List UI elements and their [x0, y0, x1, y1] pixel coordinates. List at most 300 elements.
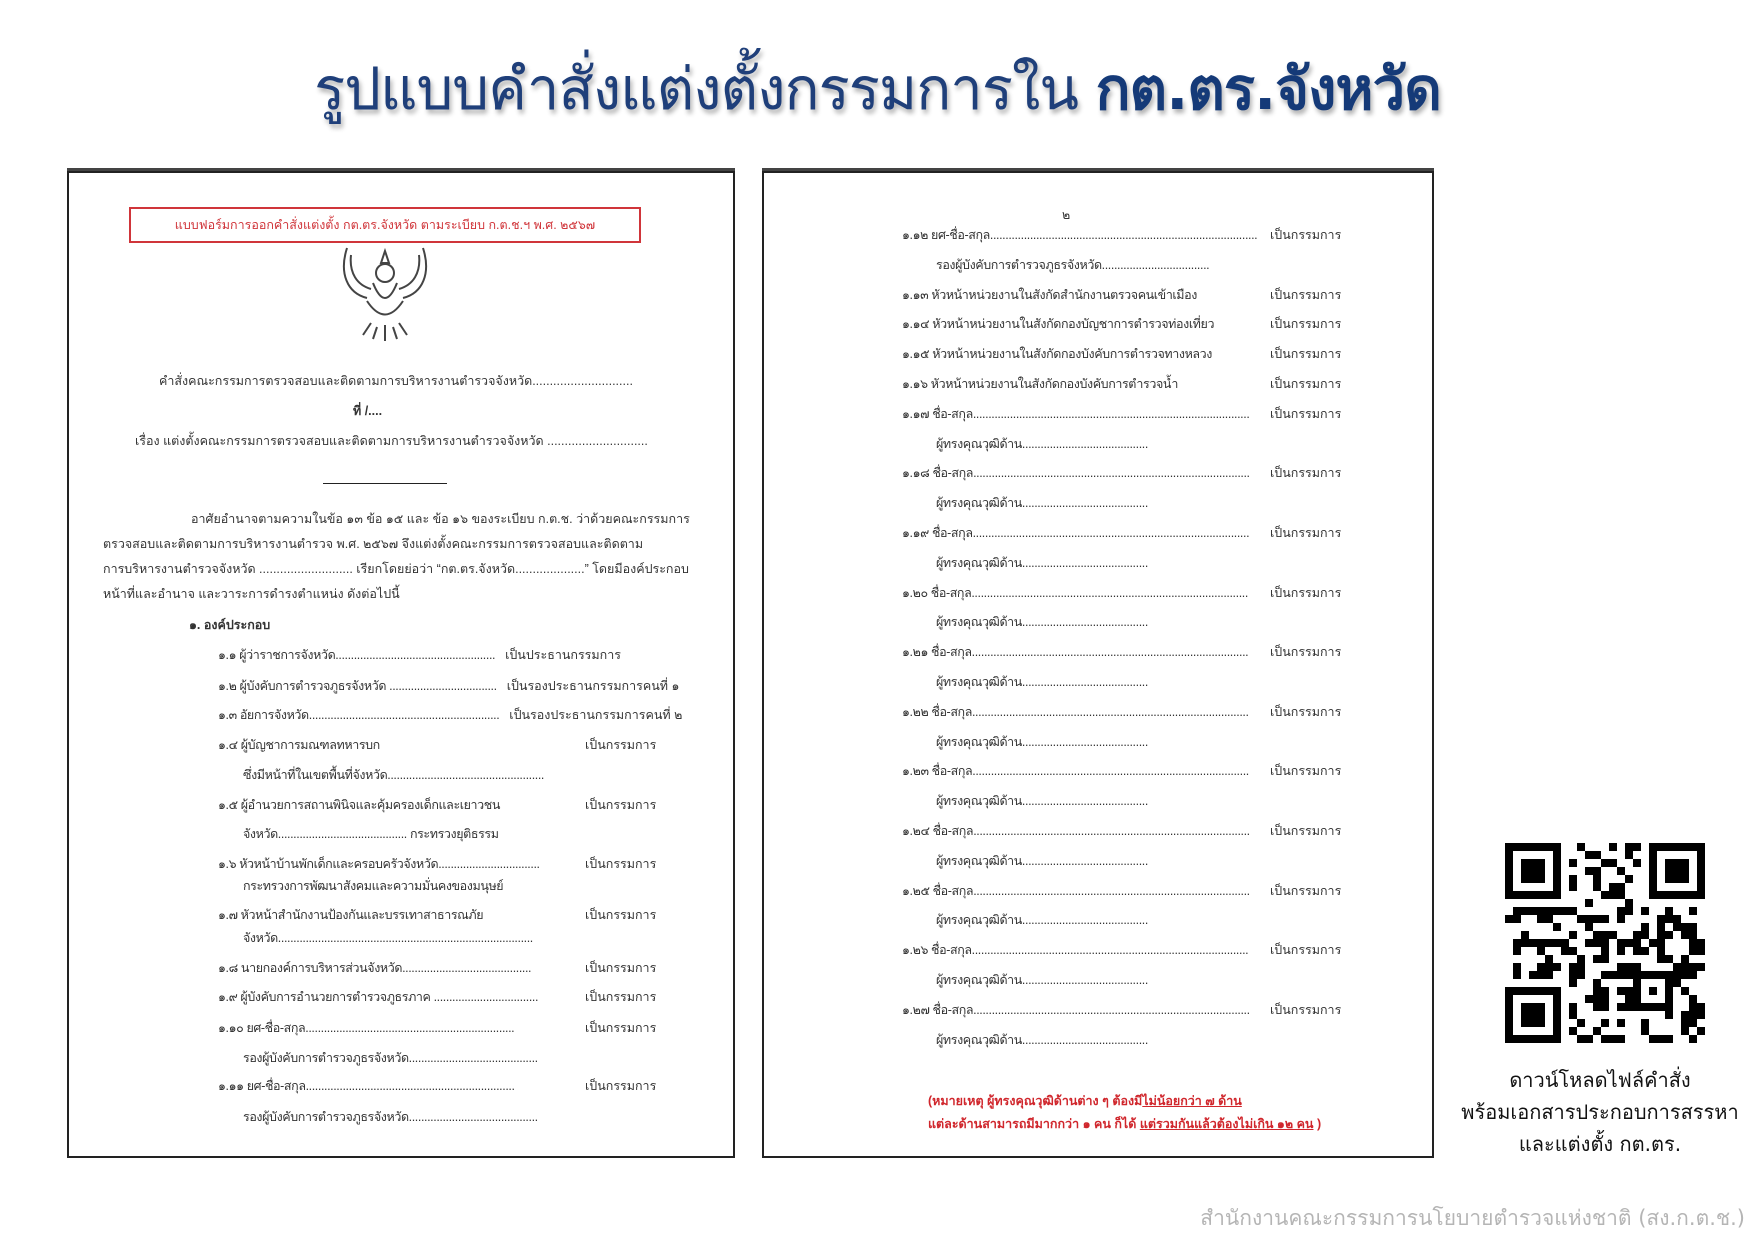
qr-module	[1561, 907, 1569, 915]
qr-module	[1593, 883, 1601, 891]
qr-module	[1513, 971, 1521, 979]
order-subject: เรื่อง แต่งตั้งคณะกรรมการตรวจสอบและติดตามการบริหารงานตำรวจจังหวัด .............................	[135, 434, 648, 448]
member-row	[902, 642, 1341, 662]
qr-module	[1521, 907, 1529, 915]
qr-module	[1657, 1035, 1665, 1043]
row-continuation	[936, 493, 1148, 513]
note-text: )	[1313, 1117, 1322, 1131]
qr-module	[1633, 931, 1641, 939]
qr-module	[1625, 843, 1633, 851]
order-number: ที่ /....	[353, 404, 383, 418]
row-continuation	[936, 1030, 1148, 1050]
qr-module	[1537, 947, 1545, 955]
qr-module	[1697, 963, 1705, 971]
qr-module	[1569, 979, 1577, 987]
qr-module	[1617, 971, 1625, 979]
qr-module	[1601, 1035, 1609, 1043]
member-row-text: ๑.๑๑ ยศ-ชื่อ-สกุล....................................................................	[218, 1079, 515, 1093]
qr-module	[1545, 907, 1553, 915]
qr-module	[1625, 995, 1633, 1003]
qr-module	[1593, 955, 1601, 963]
member-row-text: ๑.๒๖ ชื่อ-สกุล..........................................................................................	[902, 943, 1249, 957]
qr-module	[1665, 859, 1689, 883]
qr-module	[1513, 915, 1521, 923]
member-row	[902, 523, 1341, 543]
qr-module	[1513, 947, 1521, 955]
qr-module	[1625, 1003, 1633, 1011]
qr-module	[1625, 987, 1633, 995]
qr-module	[1561, 939, 1569, 947]
divider	[323, 483, 447, 484]
qr-module	[1617, 867, 1625, 875]
qr-module	[1545, 939, 1553, 947]
qr-module	[1697, 947, 1705, 955]
qr-module	[1697, 1027, 1705, 1035]
member-row-text: ๑.๘ นายกองค์การบริหารส่วนจังหวัด..........................................	[218, 961, 532, 975]
member-role: เป็นกรรมการ	[585, 798, 657, 812]
member-row-text: ๑.๒๗ ชื่อ-สกุล..........................................................................................	[902, 1003, 1250, 1017]
qr-module	[1521, 931, 1529, 939]
row-continuation	[936, 434, 1148, 454]
qr-module	[1625, 907, 1633, 915]
qr-module	[1673, 979, 1681, 987]
row-continuation	[243, 928, 533, 948]
note-underlined: แต่รวมกันแล้วต้องไม่เกิน ๑๒ คน	[1139, 1117, 1314, 1131]
page-title	[0, 42, 1755, 135]
qr-module	[1569, 971, 1577, 979]
member-row-text: ๑.๒๑ ชื่อ-สกุล..........................................................................................	[902, 645, 1249, 659]
row-continuation	[243, 824, 499, 844]
member-role: เป็นกรรมการ	[585, 908, 657, 922]
qr-code-icon[interactable]	[1505, 843, 1705, 1043]
qr-module	[1513, 963, 1521, 971]
qr-module	[1585, 867, 1593, 875]
qr-module	[1601, 987, 1609, 995]
row-continuation	[243, 1048, 538, 1068]
qr-module	[1569, 883, 1577, 891]
qr-module	[1601, 947, 1609, 955]
qr-module	[1569, 859, 1577, 867]
qr-module	[1553, 907, 1561, 915]
row-continuation	[243, 1107, 538, 1127]
row-continuation-text: ผู้ทรงคุณวุฒิด้าน.........................................	[936, 437, 1148, 451]
row-continuation	[936, 732, 1148, 752]
qr-module	[1577, 915, 1585, 923]
qr-module	[1617, 1003, 1625, 1011]
row-continuation	[936, 672, 1148, 692]
qr-module	[1689, 939, 1697, 947]
member-row-text: ๑.๒๔ ชื่อ-สกุล..........................................................................................	[902, 824, 1250, 838]
member-row-text: ๑.๑๙ ชื่อ-สกุล..........................................................................................	[902, 526, 1250, 540]
member-row-text: ๑.๑๕ หัวหน้าหน่วยงานในสังกัดกองบังคับการตำรวจทางหลวง	[902, 347, 1212, 361]
qr-module	[1537, 971, 1545, 979]
member-row-text: ๑.๑๘ ชื่อ-สกุล..........................................................................................	[902, 466, 1250, 480]
qr-module	[1689, 923, 1697, 931]
qr-module	[1521, 859, 1545, 883]
member-row-text: ๑.๑๐ ยศ-ชื่อ-สกุล....................................................................	[218, 1021, 515, 1035]
qr-caption	[1445, 1064, 1755, 1160]
member-role: เป็นรองประธานกรรมการคนที่ ๑	[506, 679, 680, 693]
member-role: เป็นกรรมการ	[585, 990, 657, 1004]
member-role: เป็นกรรมการ	[1270, 228, 1342, 242]
member-row	[218, 645, 621, 665]
qr-module	[1553, 923, 1561, 931]
qr-module	[1617, 963, 1625, 971]
qr-module	[1577, 843, 1585, 851]
qr-module	[1553, 963, 1561, 971]
qr-module	[1609, 891, 1617, 899]
row-continuation	[936, 255, 1209, 275]
qr-module	[1665, 907, 1673, 915]
member-row	[902, 344, 1341, 364]
row-continuation-text: จังหวัด.......................................... กระทรวงยุติธรรม	[243, 827, 499, 841]
qr-module	[1617, 987, 1625, 995]
member-role: เป็นกรรมการ	[585, 738, 657, 752]
qr-module	[1689, 1003, 1697, 1011]
qr-module	[1689, 971, 1697, 979]
qr-module	[1609, 971, 1617, 979]
qr-module	[1641, 931, 1649, 939]
qr-module	[1689, 1011, 1697, 1019]
qr-module	[1585, 923, 1593, 931]
row-continuation-text: ผู้ทรงคุณวุฒิด้าน.........................................	[936, 854, 1148, 868]
qr-module	[1681, 987, 1689, 995]
qr-module	[1569, 1027, 1577, 1035]
qr-module	[1601, 1003, 1609, 1011]
qr-module	[1689, 1035, 1697, 1043]
qr-module	[1601, 955, 1609, 963]
qr-module	[1537, 907, 1545, 915]
member-row-text: ๑.๒๕ ชื่อ-สกุล..........................................................................................	[902, 884, 1250, 898]
member-row-text: ๑.๖ หัวหน้าบ้านพักเด็กและครอบครัวจังหวัด.................................	[218, 857, 540, 871]
qr-module	[1657, 931, 1665, 939]
qr-module	[1625, 971, 1633, 979]
qr-module	[1617, 915, 1625, 923]
qr-module	[1633, 963, 1641, 971]
member-role: เป็นกรรมการ	[1270, 407, 1342, 421]
qr-module	[1633, 939, 1641, 947]
row-continuation	[936, 791, 1148, 811]
member-role: เป็นประธานกรรมการ	[505, 648, 621, 662]
row-continuation-text: รองผู้บังคับการตำรวจภูธรจังหวัด..........................................	[243, 1110, 538, 1124]
member-row-text: ๑.๑๗ ชื่อ-สกุล..........................................................................................	[902, 407, 1250, 421]
qr-module	[1649, 987, 1657, 995]
qr-module	[1585, 995, 1593, 1003]
member-role: เป็นกรรมการ	[1270, 317, 1342, 331]
qr-module	[1601, 859, 1609, 867]
member-row	[902, 583, 1341, 603]
member-row	[902, 314, 1341, 334]
row-continuation-text: จังหวัด...................................................................................	[243, 931, 533, 945]
qr-module	[1609, 931, 1617, 939]
qr-module	[1593, 851, 1601, 859]
qr-module	[1609, 883, 1617, 891]
paragraph-line: ตรวจสอบและติดตามการบริหารงานตำรวจ พ.ศ. ๒๕๖๗ จึงแต่งตั้งคณะกรรมการตรวจสอบและติดตาม	[103, 537, 644, 551]
member-row	[902, 285, 1341, 305]
qr-module	[1617, 907, 1625, 915]
paragraph-line: อาศัยอำนาจตามความในข้อ ๑๓ ข้อ ๑๕ และ ข้อ ๑๖ ของระเบียบ ก.ต.ช. ว่าด้วยคณะกรรมการ	[191, 512, 690, 526]
qr-module	[1537, 915, 1545, 923]
qr-module	[1553, 939, 1561, 947]
qr-module	[1689, 995, 1697, 1003]
qr-module	[1649, 1035, 1657, 1043]
garuda-emblem-icon	[337, 243, 433, 343]
qr-module	[1617, 947, 1625, 955]
qr-module	[1569, 963, 1577, 971]
member-role: เป็นกรรมการ	[1270, 347, 1342, 361]
qr-module	[1601, 939, 1609, 947]
qr-module	[1601, 971, 1609, 979]
member-role: เป็นกรรมการ	[1270, 884, 1342, 898]
qr-module	[1657, 923, 1665, 931]
qr-module	[1529, 907, 1537, 915]
qr-module	[1513, 939, 1521, 947]
member-row-text: ๑.๒๐ ชื่อ-สกุล..........................................................................................	[902, 586, 1248, 600]
caption-line: พร้อมเอกสารประกอบการสรรหา	[1461, 1100, 1739, 1124]
qr-module	[1697, 939, 1705, 947]
member-role: เป็นกรรมการ	[1270, 466, 1342, 480]
title-regular: รูปแบบคำสั่งแต่งตั้งกรรมการใน	[314, 55, 1096, 123]
member-row	[902, 940, 1341, 960]
member-row	[902, 702, 1341, 722]
qr-module	[1657, 947, 1665, 955]
caption-line: และแต่งตั้ง กต.ตร.	[1518, 1132, 1682, 1156]
qr-module	[1625, 851, 1633, 859]
qr-module	[1625, 899, 1633, 907]
member-row-text: ๑.๑๖ หัวหน้าหน่วยงานในสังกัดกองบังคับการตำรวจน้ำ	[902, 377, 1179, 391]
qr-module	[1505, 915, 1513, 923]
row-continuation	[936, 553, 1148, 573]
qr-module	[1697, 1011, 1705, 1019]
qr-module	[1617, 891, 1625, 899]
qr-module	[1585, 899, 1593, 907]
qr-module	[1641, 947, 1649, 955]
qr-module	[1569, 875, 1577, 883]
qr-module	[1609, 1035, 1617, 1043]
qr-module	[1649, 939, 1657, 947]
row-continuation-text: ผู้ทรงคุณวุฒิด้าน.........................................	[936, 615, 1148, 629]
qr-module	[1601, 1019, 1609, 1027]
member-row	[218, 905, 656, 925]
member-row	[218, 1076, 656, 1096]
member-role: เป็นรองประธานกรรมการคนที่ ๒	[509, 708, 683, 722]
qr-module	[1513, 907, 1521, 915]
qr-module	[1673, 971, 1681, 979]
qr-module	[1673, 923, 1681, 931]
qr-module	[1617, 1019, 1625, 1027]
member-role: เป็นกรรมการ	[585, 857, 657, 871]
member-row	[218, 735, 656, 755]
qr-module	[1585, 1035, 1593, 1043]
footer-organization: สำนักงานคณะกรรมการนโยบายตำรวจแห่งชาติ (สง.ก.ต.ช.)	[1200, 1206, 1745, 1230]
member-role: เป็นกรรมการ	[1270, 1003, 1342, 1017]
section-title: ๑. องค์ประกอบ	[189, 618, 271, 632]
qr-module	[1609, 859, 1617, 867]
qr-module	[1625, 939, 1633, 947]
qr-module	[1665, 955, 1673, 963]
qr-module	[1585, 851, 1593, 859]
member-row	[902, 404, 1341, 424]
member-row-text: ๑.๒ ผู้บังคับการตำรวจภูธรจังหวัด ...................................	[218, 679, 497, 693]
qr-module	[1633, 859, 1641, 867]
form-banner: แบบฟอร์มการออกคำสั่งแต่งตั้ง กต.ตร.จังหวัด ตามระเบียบ ก.ต.ช.ฯ พ.ศ. ๒๕๖๗	[129, 207, 641, 243]
member-role: เป็นกรรมการ	[585, 1021, 657, 1035]
paragraph-line: การบริหารงานตำรวจจังหวัด ........................... เรียกโดยย่อว่า “กต.ตร.จังหวัด....................” โดยมีองค์ประกอบ	[103, 562, 689, 576]
member-row-text: ๑.๑๓ หัวหน้าหน่วยงานในสังกัดสำนักงานตรวจคนเข้าเมือง	[902, 288, 1197, 302]
member-role: เป็นกรรมการ	[1270, 288, 1342, 302]
qr-module	[1665, 931, 1673, 939]
qr-module	[1681, 1027, 1689, 1035]
qr-module	[1681, 923, 1689, 931]
qr-module	[1529, 971, 1537, 979]
qr-module	[1593, 979, 1601, 987]
qr-module	[1577, 971, 1585, 979]
member-row-text: ๑.๑๔ หัวหน้าหน่วยงานในสังกัดกองบัญชาการตำรวจท่องเที่ยว	[902, 317, 1215, 331]
qr-module	[1593, 1003, 1601, 1011]
row-continuation-text: ผู้ทรงคุณวุฒิด้าน.........................................	[936, 556, 1148, 570]
qr-module	[1617, 939, 1625, 947]
qr-module	[1537, 939, 1545, 947]
qr-module	[1545, 955, 1553, 963]
note-line-1	[928, 1091, 1242, 1111]
paragraph-line: หน้าที่และอำนาจ และวาระการดำรงตำแหน่ง ดังต่อไปนี้	[103, 587, 400, 601]
qr-module	[1585, 915, 1593, 923]
qr-module	[1689, 907, 1697, 915]
qr-module	[1665, 1011, 1673, 1019]
member-row-text: ๑.๒๓ ชื่อ-สกุล..........................................................................................	[902, 764, 1249, 778]
member-row	[218, 705, 682, 725]
order-heading: คำสั่งคณะกรรมการตรวจสอบและติดตามการบริหารงานตำรวจจังหวัด.............................	[159, 374, 633, 388]
note-text: (หมายเหตุ ผู้ทรงคุณวุฒิด้านต่าง ๆ ต้องมี	[928, 1094, 1143, 1108]
qr-module	[1689, 947, 1697, 955]
qr-module	[1673, 915, 1681, 923]
member-row	[902, 463, 1341, 483]
qr-module	[1521, 1003, 1545, 1027]
member-role: เป็นกรรมการ	[1270, 705, 1342, 719]
member-row-text: ๑.๑ ผู้ว่าราชการจังหวัด....................................................	[218, 648, 496, 662]
member-row-text: ๑.๙ ผู้บังคับการอำนวยการตำรวจภูธรภาค ..................................	[218, 990, 539, 1004]
qr-module	[1577, 963, 1585, 971]
qr-module	[1681, 1011, 1689, 1019]
qr-module	[1681, 963, 1689, 971]
row-continuation-text: รองผู้บังคับการตำรวจภูธรจังหวัด..........................................	[243, 1051, 538, 1065]
title-bold: กต.ตร.จังหวัด	[1095, 55, 1441, 123]
member-row-text: ๑.๒๒ ชื่อ-สกุล..........................................................................................	[902, 705, 1249, 719]
qr-module	[1681, 1019, 1689, 1027]
member-role: เป็นกรรมการ	[1270, 645, 1342, 659]
member-role: เป็นกรรมการ	[1270, 377, 1342, 391]
member-row	[218, 987, 656, 1007]
row-continuation	[936, 612, 1148, 632]
qr-module	[1569, 1011, 1577, 1019]
member-row	[902, 881, 1341, 901]
row-continuation	[936, 910, 1148, 930]
qr-module	[1657, 915, 1665, 923]
member-row	[902, 1000, 1341, 1020]
row-continuation-text: รองผู้บังคับการตำรวจภูธรจังหวัด...................................	[936, 258, 1210, 272]
member-row-text: ๑.๕ ผู้อำนวยการสถานพินิจและคุ้มครองเด็กและเยาวชน	[218, 798, 501, 812]
row-continuation-text: ผู้ทรงคุณวุฒิด้าน.........................................	[936, 973, 1148, 987]
qr-module	[1641, 1019, 1649, 1027]
qr-module	[1545, 963, 1553, 971]
qr-module	[1625, 875, 1633, 883]
member-row	[902, 374, 1341, 394]
qr-module	[1569, 1003, 1577, 1011]
member-role: เป็นกรรมการ	[1270, 586, 1342, 600]
qr-module	[1569, 947, 1577, 955]
qr-module	[1657, 955, 1665, 963]
member-row-text: ๑.๑๒ ยศ-ชื่อ-สกุล.......................................................................................	[902, 228, 1258, 242]
member-role: เป็นกรรมการ	[585, 1079, 657, 1093]
row-continuation-text: ซึ่งมีหน้าที่ในเขตพื้นที่จังหวัด...................................................	[243, 768, 545, 782]
member-row-text: ๑.๔ ผู้บัญชาการมณฑลทหารบก	[218, 738, 380, 752]
qr-module	[1593, 875, 1601, 883]
qr-module	[1689, 931, 1697, 939]
member-row	[218, 676, 679, 696]
qr-module	[1673, 963, 1681, 971]
qr-module	[1593, 995, 1601, 1003]
qr-module	[1657, 939, 1665, 947]
qr-module	[1545, 915, 1553, 923]
qr-module	[1593, 939, 1601, 947]
qr-module	[1697, 1003, 1705, 1011]
member-row	[902, 225, 1341, 245]
document-page-2	[762, 171, 1434, 1158]
qr-module	[1641, 907, 1649, 915]
member-row-text: ๑.๓ อัยการจังหวัด..............................................................	[218, 708, 500, 722]
qr-module	[1545, 971, 1553, 979]
qr-module	[1681, 931, 1689, 939]
qr-module	[1577, 955, 1585, 963]
qr-module	[1665, 1035, 1673, 1043]
qr-module	[1577, 1019, 1585, 1027]
qr-module	[1521, 939, 1529, 947]
qr-module	[1577, 1035, 1585, 1043]
qr-module	[1593, 1027, 1601, 1035]
qr-module	[1665, 915, 1673, 923]
row-continuation-text: ผู้ทรงคุณวุฒิด้าน.........................................	[936, 913, 1148, 927]
qr-module	[1569, 931, 1577, 939]
member-role: เป็นกรรมการ	[1270, 764, 1342, 778]
row-continuation-text: ผู้ทรงคุณวุฒิด้าน.........................................	[936, 675, 1148, 689]
member-row	[218, 854, 656, 874]
qr-module	[1633, 947, 1641, 955]
member-row	[218, 958, 656, 978]
qr-module	[1537, 963, 1545, 971]
member-role: เป็นกรรมการ	[585, 961, 657, 975]
row-continuation	[936, 851, 1148, 871]
row-continuation-text: ผู้ทรงคุณวุฒิด้าน.........................................	[936, 1033, 1148, 1047]
member-row	[902, 821, 1341, 841]
qr-module	[1641, 1027, 1649, 1035]
row-continuation-text: กระทรวงการพัฒนาสังคมและความมั่นคงของมนุษย์	[243, 879, 504, 893]
qr-module	[1593, 987, 1601, 995]
qr-module	[1593, 931, 1601, 939]
row-continuation	[243, 876, 503, 896]
member-row	[218, 1018, 656, 1038]
note-line-2	[928, 1114, 1321, 1134]
member-role: เป็นกรรมการ	[1270, 943, 1342, 957]
qr-module	[1585, 939, 1593, 947]
document-page-1	[67, 171, 735, 1158]
qr-module	[1601, 931, 1609, 939]
note-text: แต่ละด้านสามารถมีมากกว่า ๑ คน ก็ได้	[928, 1117, 1140, 1131]
row-continuation-text: ผู้ทรงคุณวุฒิด้าน.........................................	[936, 794, 1148, 808]
qr-module	[1601, 891, 1609, 899]
qr-module	[1641, 923, 1649, 931]
member-row-text: ๑.๗ หัวหน้าสำนักงานป้องกันและบรรเทาสาธารณภัย	[218, 908, 484, 922]
qr-module	[1609, 843, 1617, 851]
